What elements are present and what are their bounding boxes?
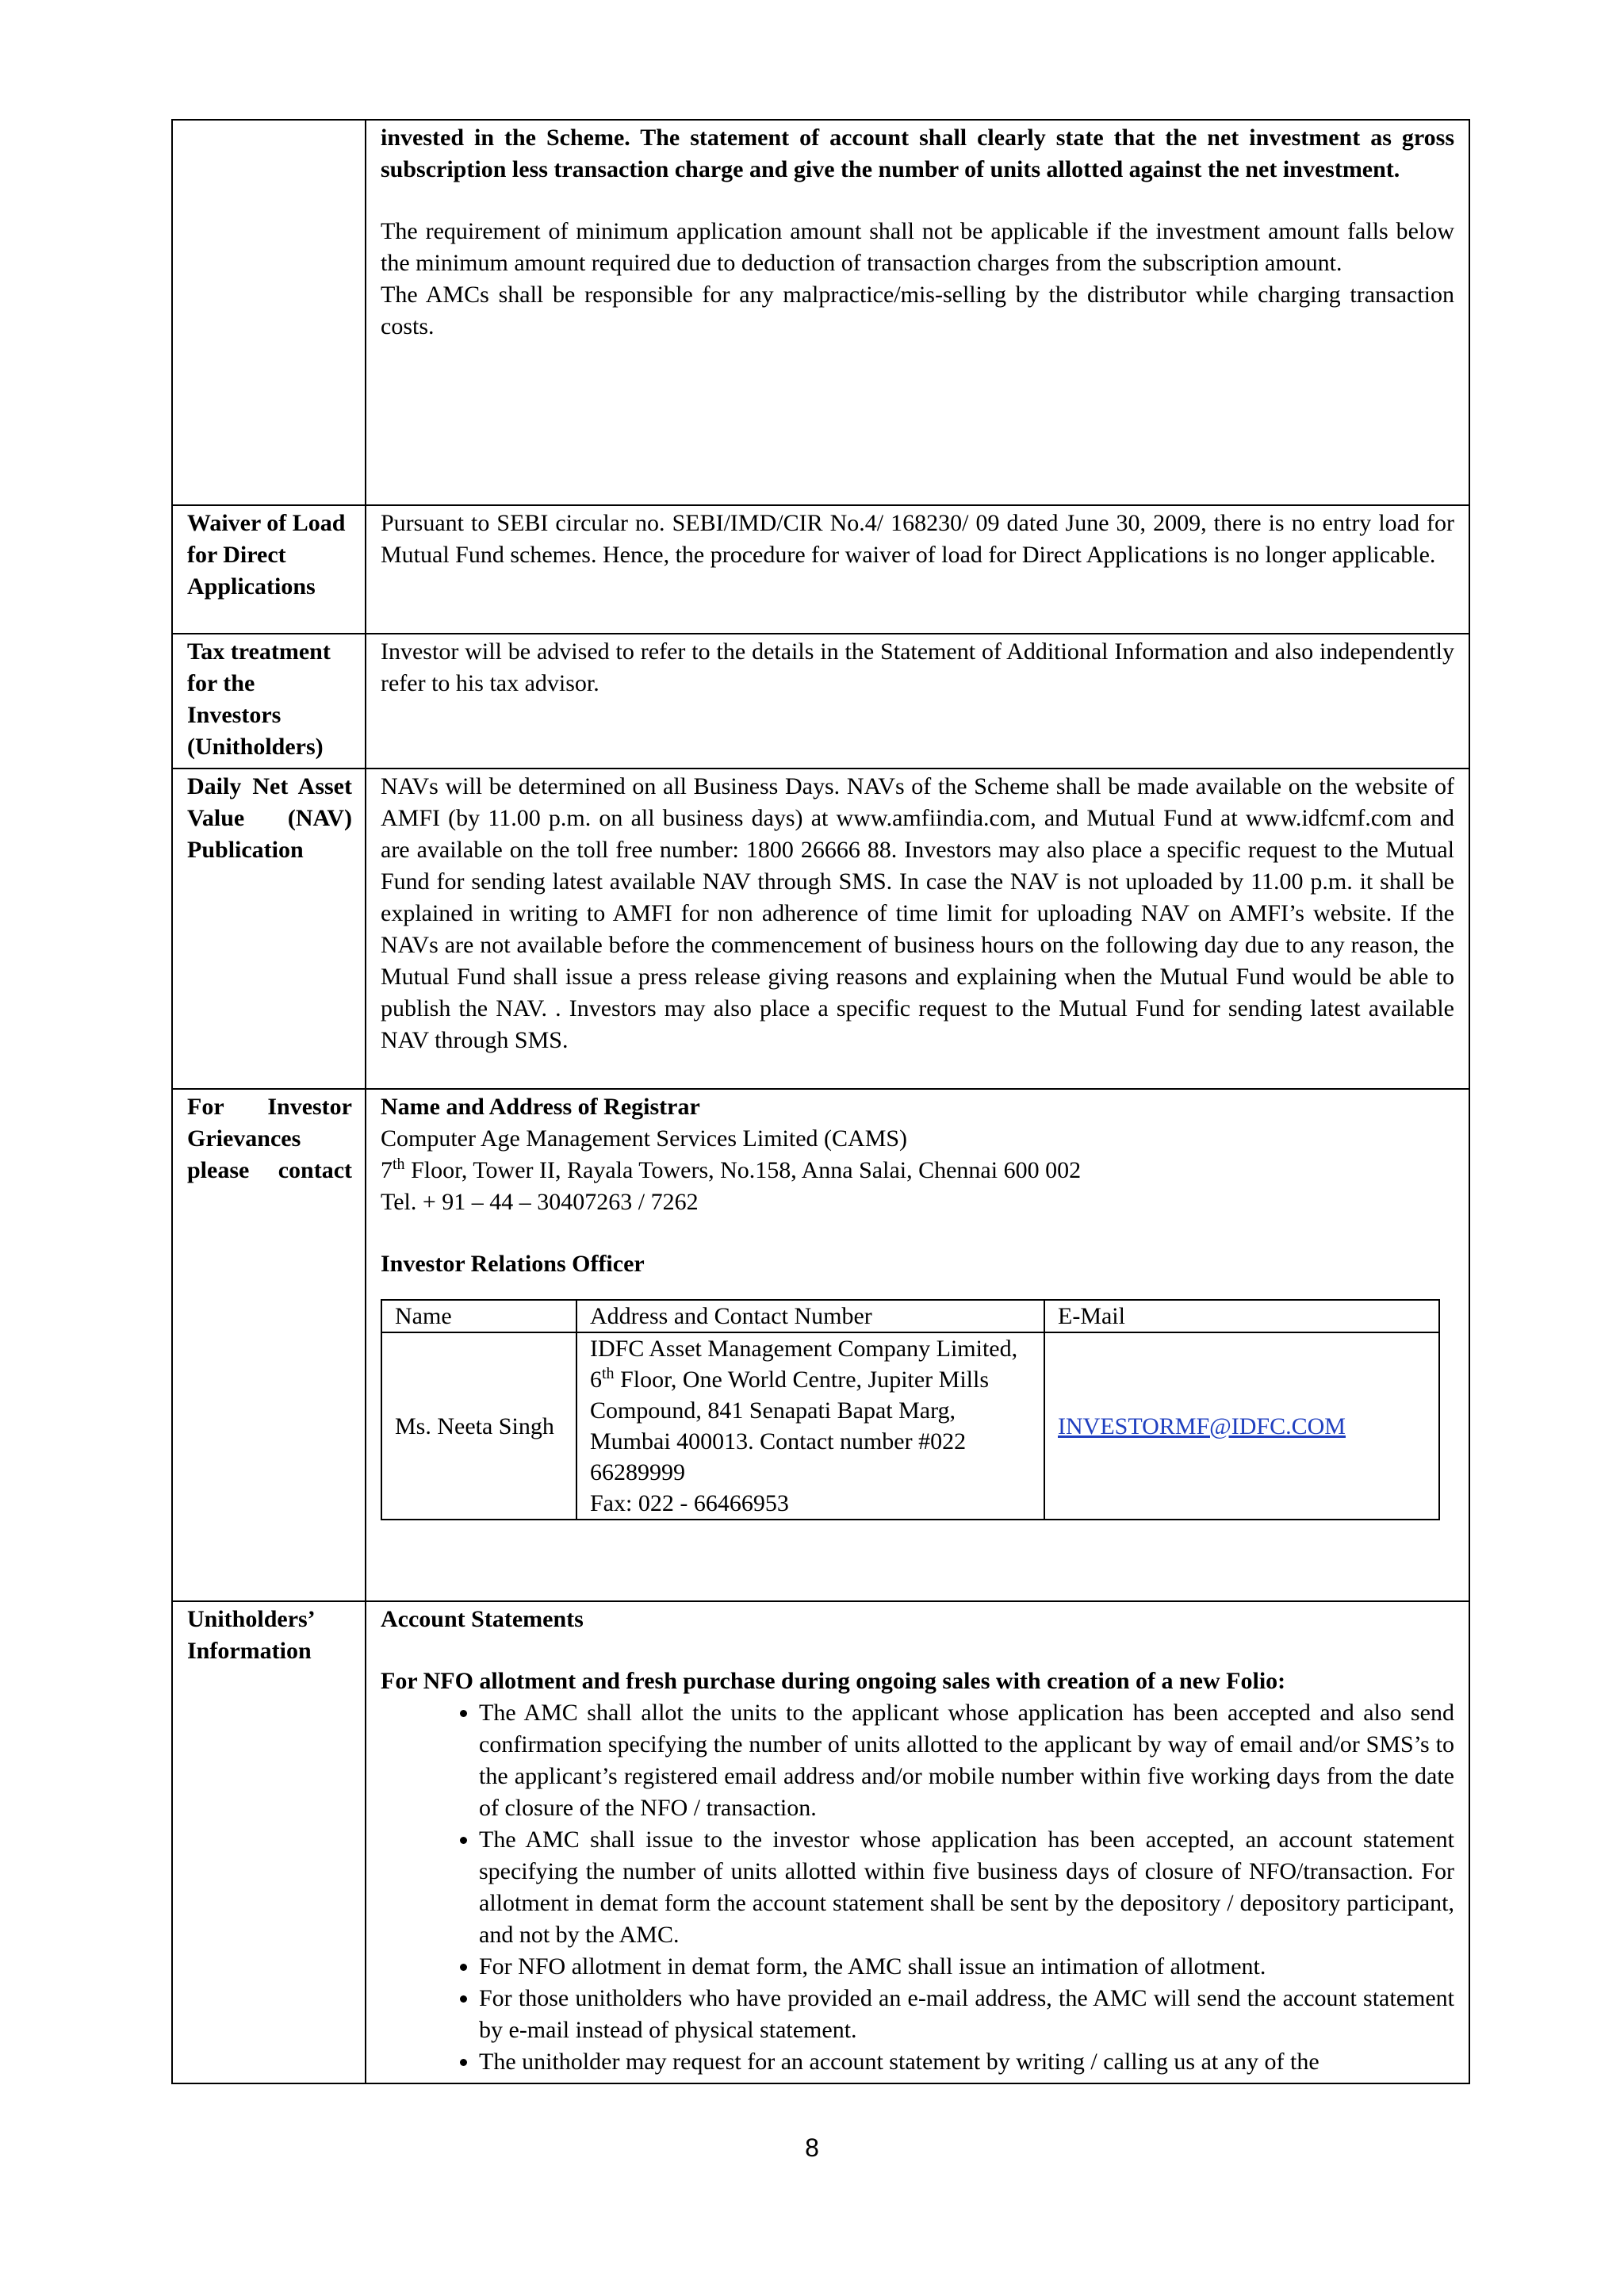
table-row-unitholders (172, 1601, 1469, 2083)
account-statements-heading: Account Statements (381, 1606, 584, 1632)
row-label-nav: Daily Net Asset Value (NAV) Publication (172, 769, 366, 1089)
account-statement-bullets (381, 1697, 1454, 2078)
list-item: • The AMC shall allot the units to the applicant whose application has been accepted and also send confirmation specifying the number of units allotted to the applicant by way of email and/or SMS’s to the applicant’s registered email address and/or mobile number within five working days from the date of closure of the NFO / transaction. (479, 1697, 1454, 1824)
row-content-continuation (366, 120, 1469, 505)
iro-email-link[interactable]: INVESTORMF@IDFC.COM (1058, 1412, 1346, 1439)
table-row-nav (172, 769, 1469, 1089)
registrar-heading: Name and Address of Registrar (381, 1094, 700, 1120)
iro-table-row (381, 1332, 1439, 1520)
row-label-waiver: Waiver of Load for Direct Applications (172, 505, 366, 634)
nfo-allotment-subheading: For NFO allotment and fresh purchase during ongoing sales with creation of a new Folio: (381, 1668, 1286, 1694)
minimum-application-paragraph: The requirement of minimum application amount shall not be applicable if the investment amount falls below the minimum amount required due to deduction of transaction charges from the subscription amount. (381, 218, 1454, 276)
row-content-tax: Investor will be advised to refer to the details in the Statement of Additional Information and also independently refer to his tax advisor. (366, 634, 1469, 769)
transaction-charge-statement: invested in the Scheme. The statement of account shall clearly state that the net investment as gross subscription less transaction charge and give the number of units allotted against the net investment. (381, 125, 1454, 182)
row-content-nav: NAVs will be determined on all Business Days. NAVs of the Scheme shall be made available on the website of AMFI (by 11.00 p.m. on all business days) at www.amfiindia.com, and Mutual Fund at www.idfcmf.com and are available on the toll free number: 1800 26666 88. Investors may also place a specific request to the Mutual Fund for sending latest available NAV through SMS. In case the NAV is not uploaded by 11.00 p.m. it shall be explained in writing to AMFI for non adherence of time limit for uploading NAV on AMFI’s website. If the NAVs are not available before the commencement of business hours on the following day due to any reason, the Mutual Fund shall issue a press release giving reasons and explaining when the Mutual Fund would be able to publish the NAV. . Investors may also place a specific request to the Mutual Fund for sending latest available NAV through SMS. (366, 769, 1469, 1089)
table-row-waiver (172, 505, 1469, 634)
row-content-unitholders (366, 1601, 1469, 2083)
row-label-grievances: For Investor Grievances please contact (172, 1089, 366, 1601)
row-label-empty (172, 120, 366, 505)
registrar-name: Computer Age Management Services Limited (CAMS) (381, 1125, 908, 1152)
iro-header-address: Address and Contact Number (576, 1300, 1044, 1332)
iro-email-cell (1044, 1332, 1439, 1520)
list-item: • For those unitholders who have provided an e-mail address, the AMC will send the account statement by e-mail instead of physical statement. (479, 1983, 1454, 2046)
registrar-address: 7th Floor, Tower II, Rayala Towers, No.158, Anna Salai, Chennai 600 002 (381, 1156, 1082, 1183)
row-label-unitholders: Unitholders’ Information (172, 1601, 366, 2083)
iro-header-name: Name (381, 1300, 576, 1332)
iro-name: Ms. Neeta Singh (381, 1332, 576, 1520)
row-label-tax: Tax treatment for the Investors (Unitholders) (172, 634, 366, 769)
iro-fax: Fax: 022 - 66466953 (590, 1490, 789, 1516)
iro-heading: Investor Relations Officer (381, 1251, 645, 1277)
iro-header-email: E-Mail (1044, 1300, 1439, 1332)
amc-responsibility-paragraph: The AMCs shall be responsible for any malpractice/mis-selling by the distributor while charging transaction costs. (381, 282, 1454, 339)
list-item: • The AMC shall issue to the investor whose application has been accepted, an account statement specifying the number of units allotted within five business days of closure of NFO/transaction. For allotment in demat form the account statement shall be sent by the depository / depository participant, and not by the AMC. (479, 1824, 1454, 1951)
table-row-continuation (172, 120, 1469, 505)
list-item: • For NFO allotment in demat form, the AMC shall issue an intimation of allotment. (479, 1951, 1454, 1983)
page-number: 8 (805, 2133, 819, 2162)
scheme-info-table (171, 119, 1470, 2084)
table-row-tax (172, 634, 1469, 769)
registrar-telephone: Tel. + 91 – 44 – 30407263 / 7262 (381, 1189, 699, 1215)
table-row-grievances (172, 1089, 1469, 1601)
iro-table (381, 1299, 1440, 1520)
row-content-grievances (366, 1089, 1469, 1601)
list-item: • The unitholder may request for an account statement by writing / calling us at any of the (479, 2046, 1454, 2078)
row-content-waiver: Pursuant to SEBI circular no. SEBI/IMD/CIR No.4/ 168230/ 09 dated June 30, 2009, there is no entry load for Mutual Fund schemes. Hence, the procedure for waiver of load for Direct Applications is no longer applicable. (366, 505, 1469, 634)
iro-table-header-row (381, 1300, 1439, 1332)
iro-address: IDFC Asset Management Company Limited, 6th Floor, One World Centre, Jupiter Mills Compound, 841 Senapati Bapat Marg, Mumbai 400013. Contact number #022 66289999 Fax: 022 - 66466953 (576, 1332, 1044, 1520)
